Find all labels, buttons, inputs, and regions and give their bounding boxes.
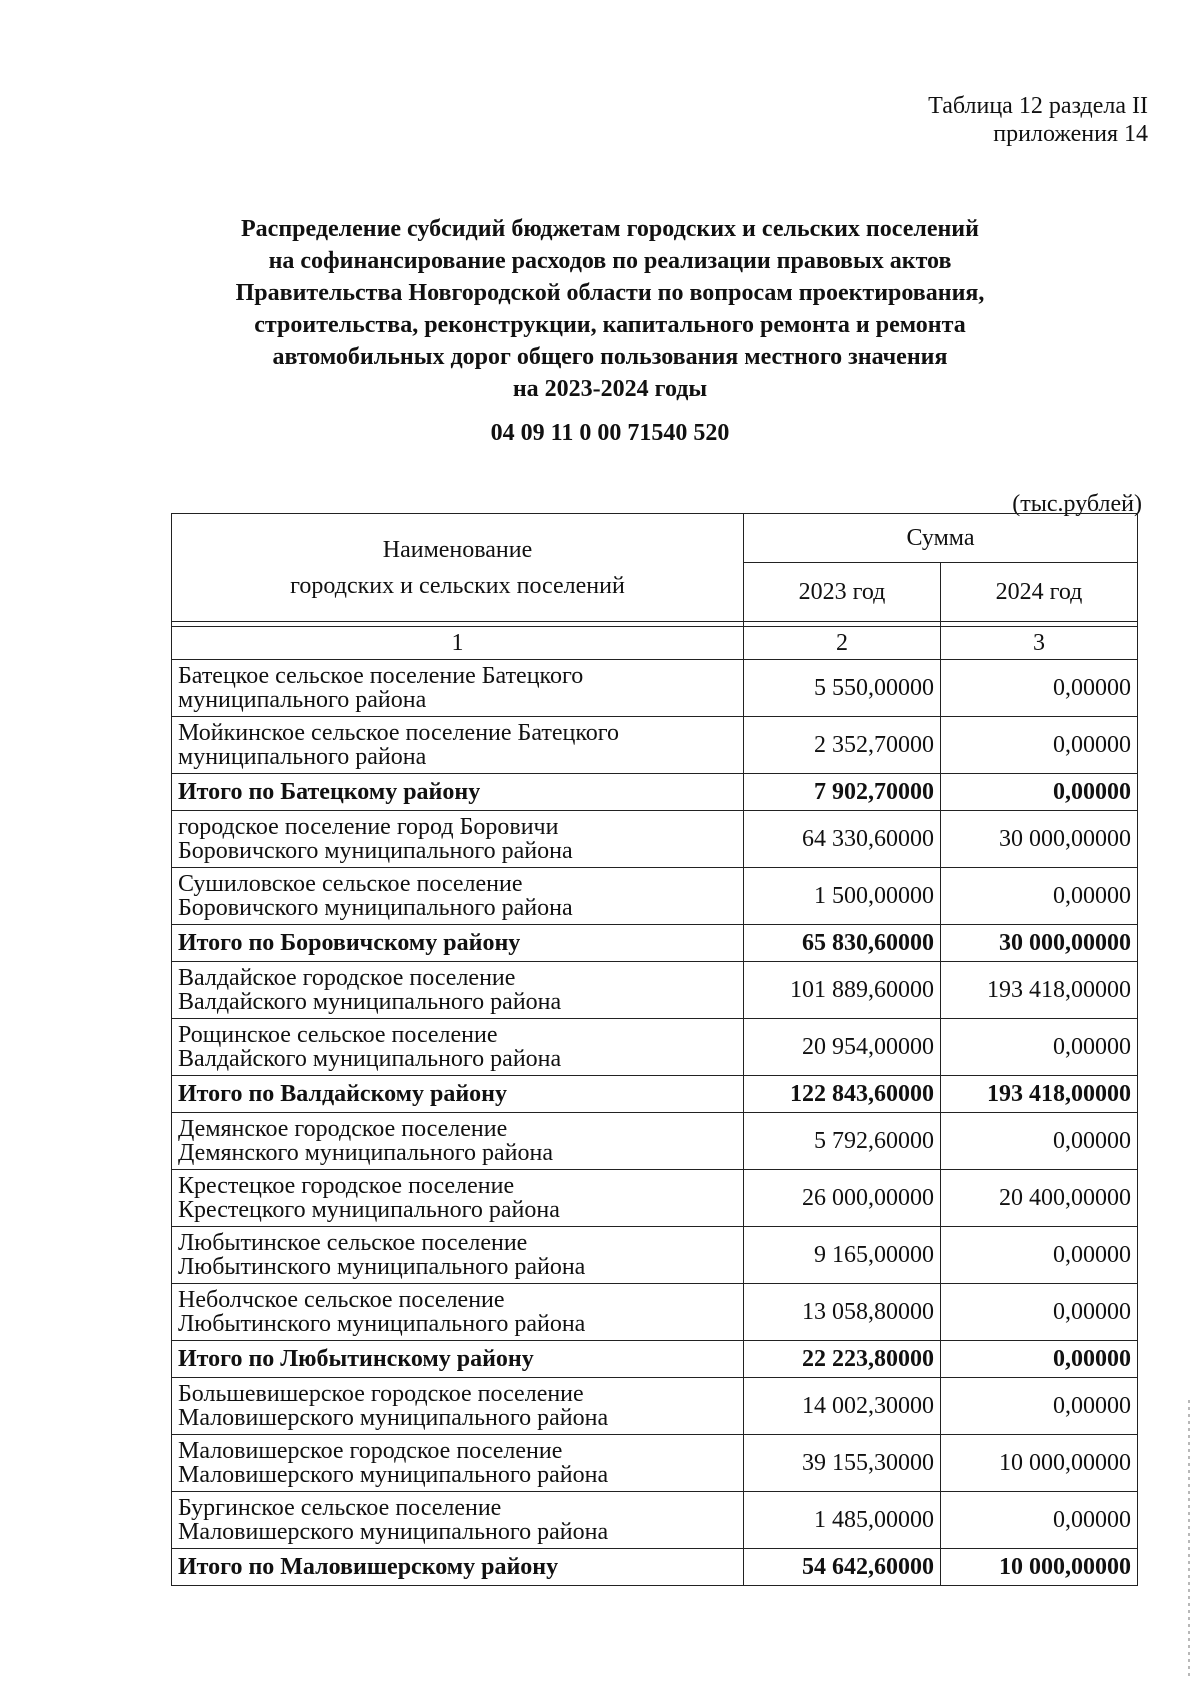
settlement-name-line2: Боровичского муниципального района — [178, 838, 573, 864]
budget-classification-code: 04 09 11 0 00 71540 520 — [490, 420, 730, 446]
settlement-name — [172, 1076, 744, 1113]
column-number: 1 — [172, 627, 744, 660]
amount-2024: 30 000,00000 — [941, 811, 1138, 868]
amount-2024: 0,00000 — [941, 717, 1138, 774]
settlement-name-line2: Маловишерского муниципального района — [178, 1519, 609, 1545]
header-sum: Сумма — [744, 514, 1138, 563]
amount-2023: 20 954,00000 — [744, 1019, 941, 1076]
settlement-name — [172, 1284, 744, 1341]
amount-2024: 0,00000 — [941, 1227, 1138, 1284]
amount-2023: 14 002,30000 — [744, 1378, 941, 1435]
amount-2023: 54 642,60000 — [744, 1549, 941, 1586]
district-total-row — [172, 1549, 1138, 1586]
amount-2024: 193 418,00000 — [941, 962, 1138, 1019]
column-number-row — [172, 627, 1138, 660]
amount-2024: 0,00000 — [941, 1378, 1138, 1435]
settlement-name-line1: Итого по Любытинскому району — [178, 1346, 534, 1372]
district-total-row — [172, 925, 1138, 962]
settlement-row — [172, 1113, 1138, 1170]
settlement-name-line1: Валдайское городское поселение — [178, 965, 516, 991]
district-total-row — [172, 1076, 1138, 1113]
amount-2024: 193 418,00000 — [941, 1076, 1138, 1113]
amount-2023: 26 000,00000 — [744, 1170, 941, 1227]
settlement-row — [172, 868, 1138, 925]
amount-2023: 13 058,80000 — [744, 1284, 941, 1341]
amount-2023: 39 155,30000 — [744, 1435, 941, 1492]
amount-2024: 10 000,00000 — [941, 1435, 1138, 1492]
settlement-name — [172, 1019, 744, 1076]
table-reference-line1: Таблица 12 раздела II — [928, 93, 1148, 119]
settlement-name — [172, 868, 744, 925]
column-number: 2 — [744, 627, 941, 660]
settlement-row — [172, 717, 1138, 774]
settlement-name-line2: Маловишерского муниципального района — [178, 1462, 609, 1488]
amount-2024: 20 400,00000 — [941, 1170, 1138, 1227]
settlement-name-line2: муниципального района — [178, 744, 427, 770]
title-line: на 2023-2024 годы — [512, 376, 708, 402]
settlement-name-line1: Итого по Маловишерскому району — [178, 1554, 559, 1580]
settlement-name-line1: Любытинское сельское поселение — [178, 1230, 528, 1256]
settlement-name-line2: Крестецкого муниципального района — [178, 1197, 560, 1223]
settlement-name — [172, 774, 744, 811]
settlement-name-line1: Итого по Батецкому району — [178, 779, 481, 805]
table-reference-line2: приложения 14 — [993, 121, 1148, 147]
settlement-row — [172, 1435, 1138, 1492]
settlement-name-line1: Сушиловское сельское поселение — [178, 871, 523, 897]
amount-2023: 64 330,60000 — [744, 811, 941, 868]
settlement-name — [172, 1492, 744, 1549]
amount-2024: 10 000,00000 — [941, 1549, 1138, 1586]
amount-2024: 0,00000 — [941, 1113, 1138, 1170]
amount-2023: 122 843,60000 — [744, 1076, 941, 1113]
amount-2023: 101 889,60000 — [744, 962, 941, 1019]
header-year-2023: 2023 год — [744, 563, 941, 622]
amount-2024: 30 000,00000 — [941, 925, 1138, 962]
amount-2023: 5 792,60000 — [744, 1113, 941, 1170]
amount-2024: 0,00000 — [941, 774, 1138, 811]
settlement-name-line1: Итого по Боровичскому району — [178, 930, 521, 956]
amount-2024: 0,00000 — [941, 1492, 1138, 1549]
title-line: Распределение субсидий бюджетам городских и сельских поселений — [241, 216, 979, 242]
settlement-name — [172, 1170, 744, 1227]
settlement-name-line2: Маловишерского муниципального района — [178, 1405, 609, 1431]
settlement-row — [172, 1378, 1138, 1435]
settlement-row — [172, 1019, 1138, 1076]
header-name-line2: городских и сельских поселений — [290, 572, 625, 599]
settlement-name — [172, 1227, 744, 1284]
settlement-name-line2: Валдайского муниципального района — [178, 989, 562, 1015]
settlement-name-line1: Неболчское сельское поселение — [178, 1287, 505, 1313]
settlement-name-line1: Итого по Валдайскому району — [178, 1081, 507, 1107]
settlement-name-line1: Большевишерское городское поселение — [178, 1381, 584, 1407]
settlement-name — [172, 1549, 744, 1586]
table-body — [172, 660, 1138, 1586]
amount-2024: 0,00000 — [941, 1284, 1138, 1341]
settlement-name-line2: Валдайского муниципального района — [178, 1046, 562, 1072]
amount-2023: 2 352,70000 — [744, 717, 941, 774]
settlement-name — [172, 1378, 744, 1435]
settlement-name-line1: городское поселение город Боровичи — [178, 814, 559, 840]
settlement-name-line2: Любытинского муниципального района — [178, 1254, 586, 1280]
document-title — [180, 213, 1040, 405]
amount-2023: 5 550,00000 — [744, 660, 941, 717]
amount-2023: 7 902,70000 — [744, 774, 941, 811]
settlement-name-line2: муниципального района — [178, 687, 427, 713]
settlement-row — [172, 811, 1138, 868]
amount-2023: 1 500,00000 — [744, 868, 941, 925]
settlement-name — [172, 660, 744, 717]
column-number: 3 — [941, 627, 1138, 660]
settlement-row — [172, 1170, 1138, 1227]
district-total-row — [172, 1341, 1138, 1378]
amount-2023: 65 830,60000 — [744, 925, 941, 962]
settlement-row — [172, 1492, 1138, 1549]
settlement-name-line1: Крестецкое городское поселение — [178, 1173, 515, 1199]
table-reference — [748, 92, 1148, 148]
settlement-name — [172, 1113, 744, 1170]
settlement-name-line1: Бургинское сельское поселение — [178, 1495, 502, 1521]
scan-edge-artifact — [1188, 1400, 1190, 1680]
title-line: автомобильных дорог общего пользования местного значения — [272, 344, 948, 370]
settlement-name-line1: Батецкое сельское поселение Батецкого — [178, 663, 584, 689]
settlement-name — [172, 811, 744, 868]
settlement-name-line1: Маловишерское городское поселение — [178, 1438, 563, 1464]
header-year-2024: 2024 год — [941, 563, 1138, 622]
settlement-name-line1: Мойкинское сельское поселение Батецкого — [178, 720, 620, 746]
settlement-name — [172, 1341, 744, 1378]
amount-2023: 1 485,00000 — [744, 1492, 941, 1549]
settlement-row — [172, 962, 1138, 1019]
title-line: на софинансирование расходов по реализации правовых актов — [268, 248, 952, 274]
units-label: (тыс.рублей) — [1012, 491, 1142, 517]
amount-2024: 0,00000 — [941, 660, 1138, 717]
subsidy-table — [171, 513, 1138, 1586]
settlement-name — [172, 1435, 744, 1492]
settlement-name-line2: Любытинского муниципального района — [178, 1311, 586, 1337]
amount-2024: 0,00000 — [941, 1019, 1138, 1076]
district-total-row — [172, 774, 1138, 811]
settlement-name-line1: Демянское городское поселение — [178, 1116, 508, 1142]
amount-2023: 22 223,80000 — [744, 1341, 941, 1378]
settlement-name — [172, 717, 744, 774]
header-settlement-name — [172, 514, 744, 622]
amount-2023: 9 165,00000 — [744, 1227, 941, 1284]
settlement-name — [172, 925, 744, 962]
settlement-name-line1: Рощинское сельское поселение — [178, 1022, 498, 1048]
settlement-row — [172, 1227, 1138, 1284]
settlement-row — [172, 660, 1138, 717]
settlement-name-line2: Демянского муниципального района — [178, 1140, 553, 1166]
settlement-name — [172, 962, 744, 1019]
settlement-name-line2: Боровичского муниципального района — [178, 895, 573, 921]
header-name-line1: Наименование — [382, 536, 533, 563]
title-line: строительства, реконструкции, капитального ремонта и ремонта — [254, 312, 966, 338]
amount-2024: 0,00000 — [941, 1341, 1138, 1378]
amount-2024: 0,00000 — [941, 868, 1138, 925]
title-line: Правительства Новгородской области по вопросам проектирования, — [235, 280, 985, 306]
settlement-row — [172, 1284, 1138, 1341]
